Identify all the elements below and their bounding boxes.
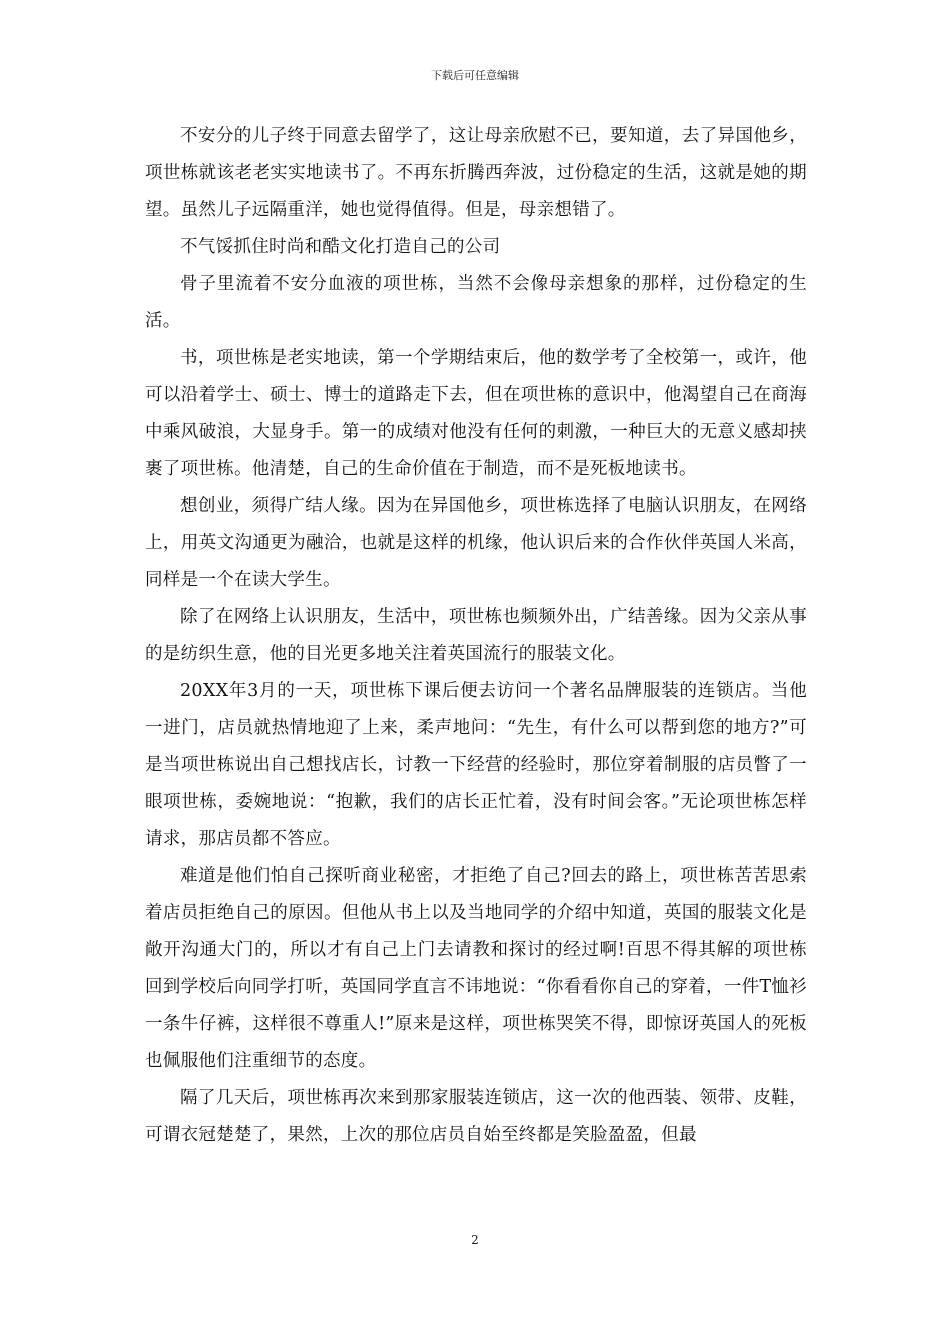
page-header: 下载后可任意编辑 — [431, 69, 519, 82]
paragraph: 除了在网络上认识朋友，生活中，项世栋也频频外出，广结善缘。因为父亲从事的是纺织生意，他的目光更多地关注着英国流行的服装文化。 — [145, 607, 807, 664]
section-heading: 不气馁抓住时尚和酷文化打造自己的公司 — [180, 237, 501, 257]
page-number: 2 — [471, 1233, 479, 1247]
body-text — [145, 118, 807, 1154]
paragraph: 书，项世栋是老实地读，第一个学期结束后，他的数学考了全校第一，或许，他可以沿着学士、硕士、博士的道路走下去，但在项世栋的意识中，他渴望自己在商海中乘风破浪，大显身手。第一的成绩对他没有任何的刺激，一种巨大的无意义感却挟裹了项世栋。他清楚，自己的生命价值在于制造，而不是死板地读书。 — [145, 348, 807, 479]
paragraph: 隔了几天后，项世栋再次来到那家服装连锁店，这一次的他西装、领带、皮鞋，可谓衣冠楚楚了，果然，上次的那位店员自始至终都是笑脸盈盈，但最 — [145, 1088, 807, 1145]
paragraph: 难道是他们怕自己探听商业秘密，才拒绝了自己?回去的路上，项世栋苦苦思索着店员拒绝自己的原因。但他从书上以及当地同学的介绍中知道，英国的服装文化是敞开沟通大门的，所以才有自己上门去请教和探讨的经过啊!百思不得其解的项世栋回到学校后向同学打听，英国同学直言不讳地说：“你看看你自己的穿着，一件T恤衫一条牛仔裤，这样很不尊重人!”原来是这样，项世栋哭笑不得，即惊讶英国人的死板也佩服他们注重细节的态度。 — [145, 866, 808, 1071]
paragraph: 想创业，须得广结人缘。因为在异国他乡，项世栋选择了电脑认识朋友，在网络上，用英文沟通更为融洽，也就是这样的机缘，他认识后来的合作伙伴英国人米高，同样是一个在读大学生。 — [145, 496, 807, 590]
paragraph: 不安分的儿子终于同意去留学了，这让母亲欣慰不已，要知道，去了异国他乡，项世栋就该老老实实地读书了。不再东折腾西奔波，过份稳定的生活，这就是她的期望。虽然儿子远隔重洋，她也觉得值得。但是，母亲想错了。 — [145, 126, 807, 220]
paragraph: 20XX年3月的一天，项世栋下课后便去访问一个著名品牌服装的连锁店。当他一进门，店员就热情地迎了上来，柔声地问：“先生，有什么可以帮到您的地方?”可是当项世栋说出自己想找店长，讨教一下经营的经验时，那位穿着制服的店员瞥了一眼项世栋，委婉地说：“抱歉，我们的店长正忙着，没有时间会客。”无论项世栋怎样请求，那店员都不答应。 — [145, 681, 807, 849]
paragraph: 骨子里流着不安分血液的项世栋，当然不会像母亲想象的那样，过份稳定的生活。 — [145, 274, 807, 331]
